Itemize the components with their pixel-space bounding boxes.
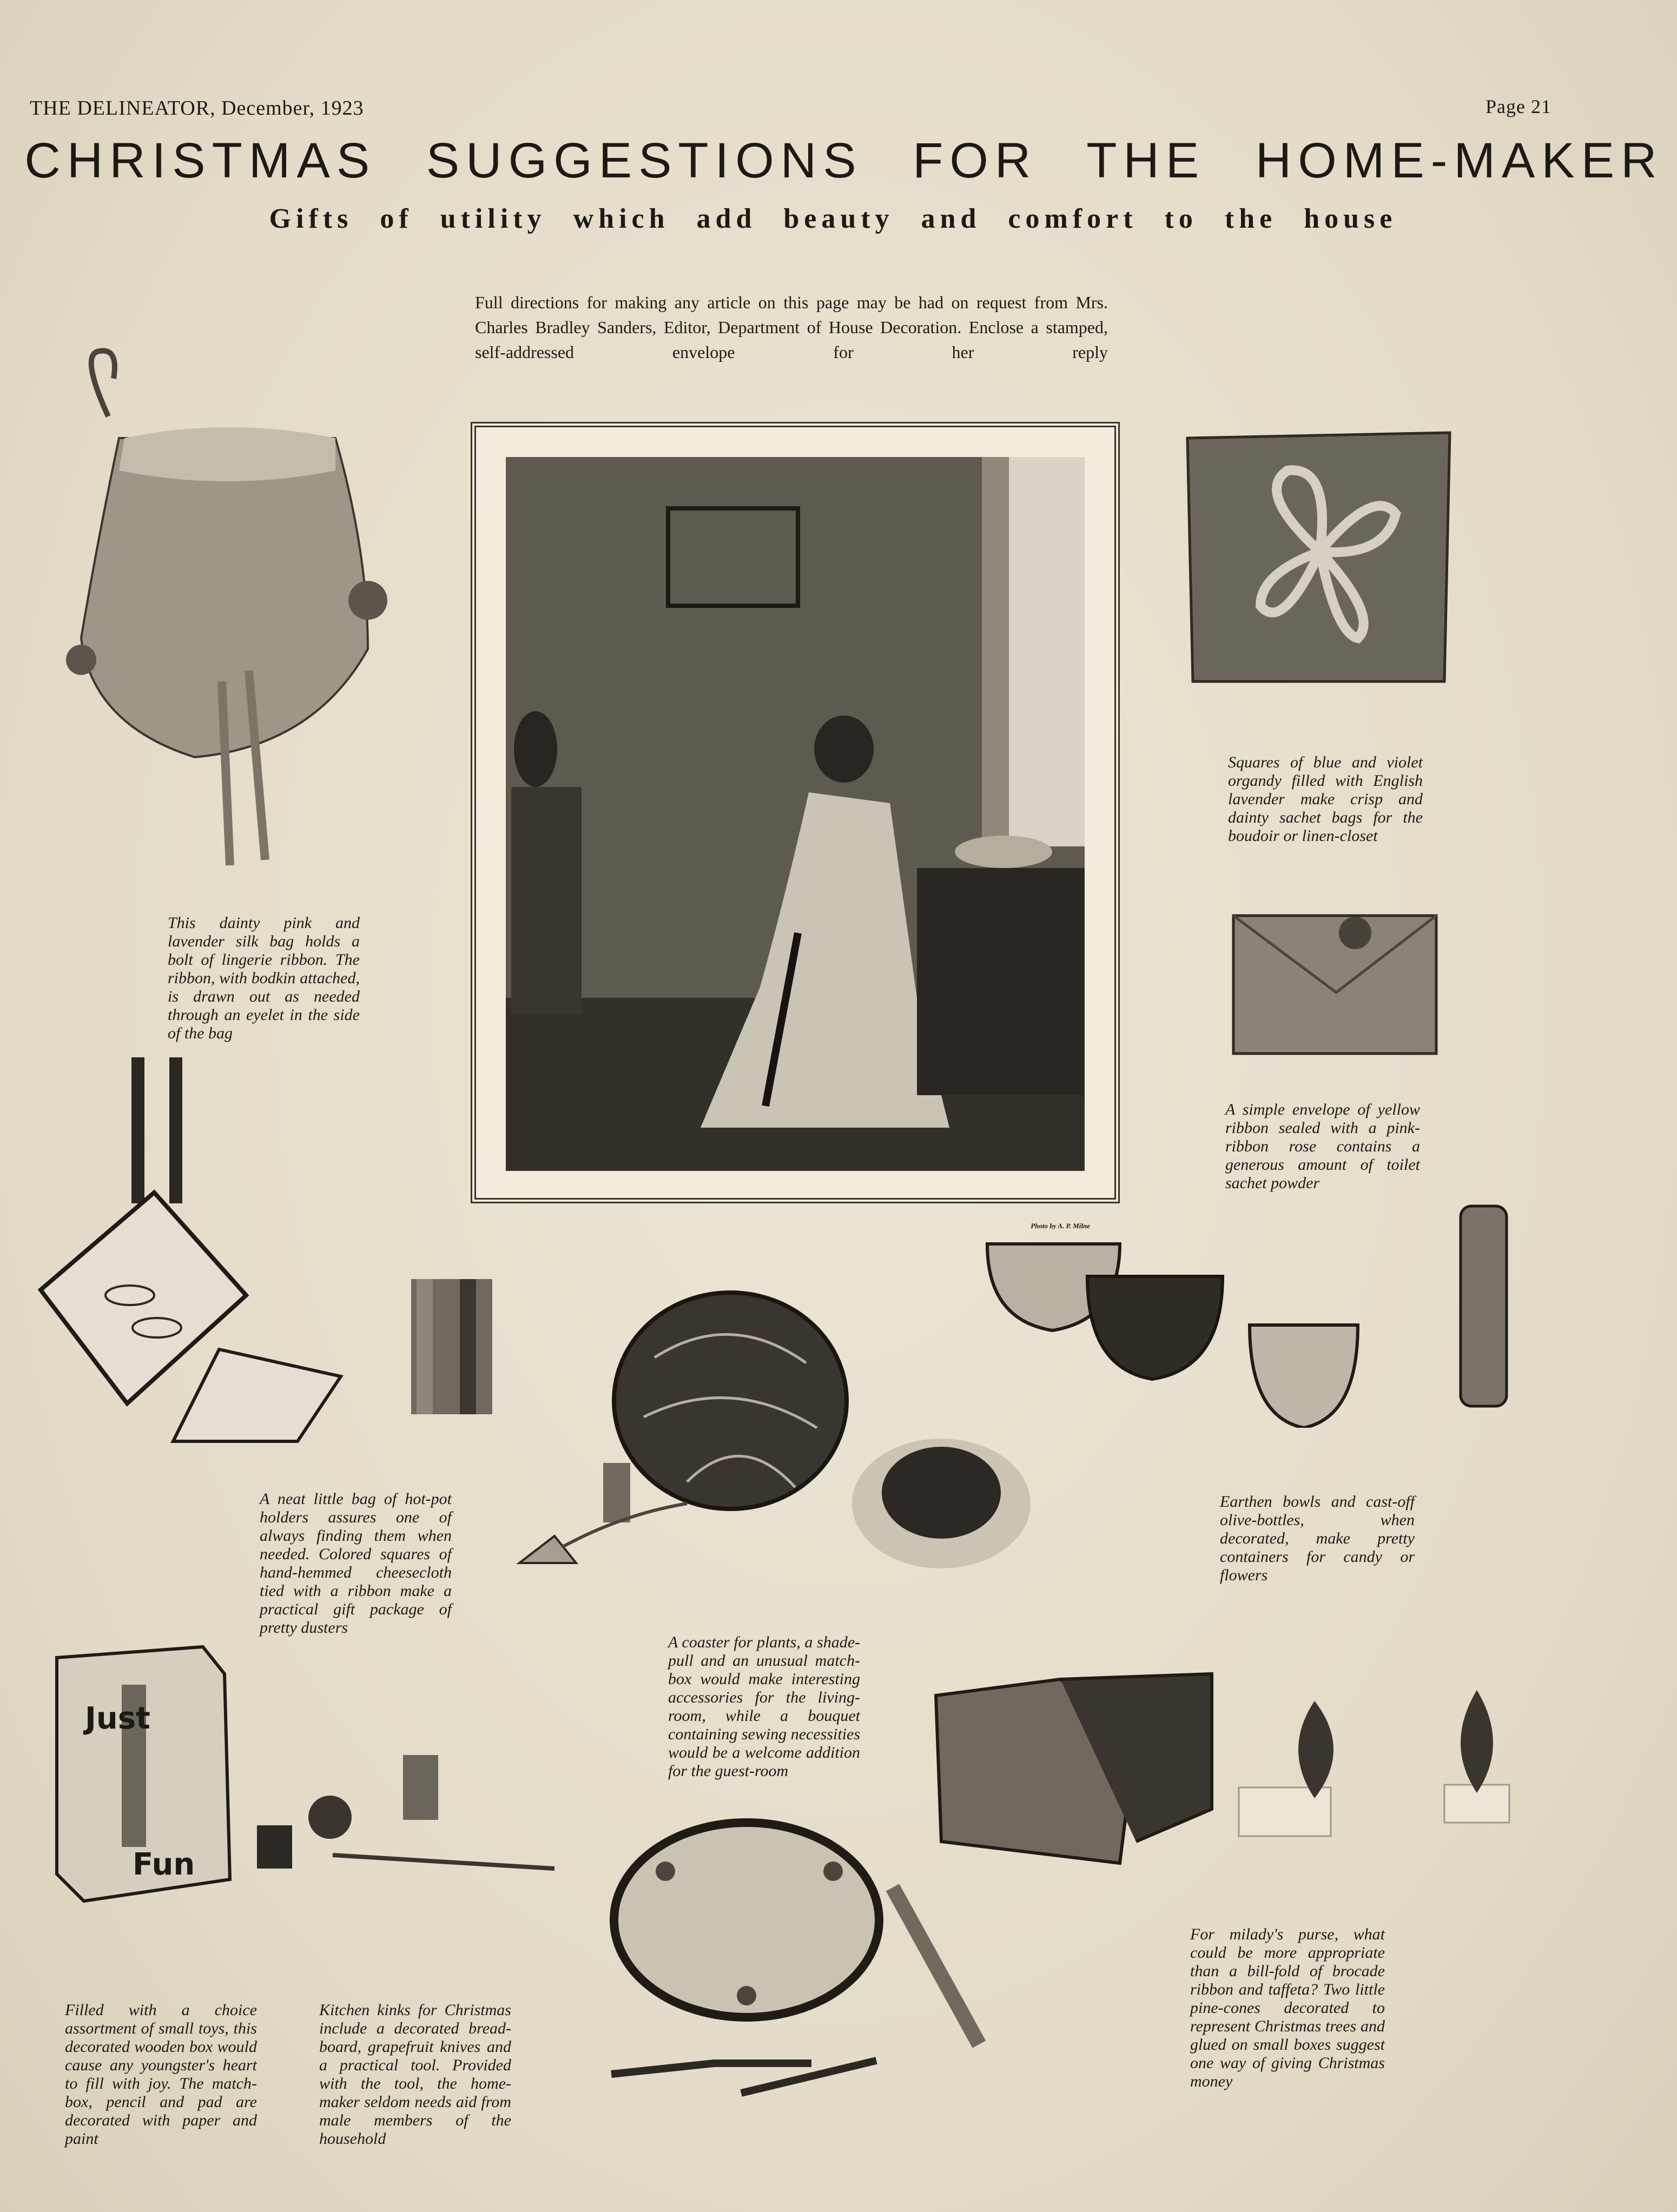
running-head-publication: THE DELINEATOR, December, 1923 xyxy=(30,97,364,120)
intro-paragraph: Full directions for making any article on this page may be had on request from Mrs. Charles Bradley Sanders, Editor, Department of House Decoration. Enclose a stamped, self-addressed envelope for her reply xyxy=(475,293,1108,362)
kitchen-caption: Kitchen kinks for Christmas include a decorated bread-board, grapefruit knives and a practical tool. Provided with the tool, the home-maker seldom needs aid from male members of the household xyxy=(319,2001,511,2148)
photo-credit: Photo by A. P. Milne xyxy=(1031,1222,1090,1230)
purse-caption: For milady's purse, what could be more appropriate than a bill-fold of brocade ribbon and taffeta? Two little pine-cones decorated to represent Christmas trees and glued on small boxes suggest one way of giving Christmas money xyxy=(1190,1925,1385,2090)
sachet-caption: Squares of blue and violet organdy filled with English lavender make crisp and dainty sachet bags for the boudoir or linen-closet xyxy=(1228,753,1423,845)
ribbon-envelope-illustration xyxy=(1231,911,1439,1057)
bowls-caption: Earthen bowls and cast-off olive-bottles, when decorated, make pretty containers for candy or flowers xyxy=(1220,1493,1415,1584)
box-lettering-fun: Fun xyxy=(133,1847,195,1882)
seated-woman-illustration xyxy=(506,457,1085,1171)
bill-fold-illustration xyxy=(930,1668,1553,1874)
toy-box-illustration xyxy=(51,1641,571,1939)
silk-bag-illustration xyxy=(32,346,422,882)
page-subtitle: Gifts of utility which add beauty and comfort to the house xyxy=(269,203,1397,234)
coaster-accessories-illustration xyxy=(514,1287,1055,1590)
envelope-caption: A simple envelope of yellow ribbon sealed with a pink-ribbon rose contains a generous amount of toilet sachet powder xyxy=(1225,1101,1420,1192)
hot-pot-holders-illustration xyxy=(38,1057,546,1447)
seated-woman-photo xyxy=(506,457,1085,1171)
coaster-caption: A coaster for plants, a shade-pull and an unusual match-box would make interesting accessories for the living-room, while a bouquet containing sewing necessities would be a welcome addition for the guest-room xyxy=(668,1633,860,1780)
photo-frame xyxy=(471,422,1120,1230)
box-lettering-just: Just xyxy=(85,1701,150,1736)
toy-box-caption: Filled with a choice assortment of small toys, this decorated wooden box would cause any youngster's heart to fill with joy. The match-box, pencil and pad are decorated with paper and paint xyxy=(65,2001,257,2148)
silk-bag-caption: This dainty pink and lavender silk bag holds a bolt of lingerie ribbon. The ribbon, with bodkin attached, is drawn out as needed through an eyelet in the side of the bag xyxy=(168,914,360,1042)
lavender-sachet-illustration xyxy=(1179,427,1455,687)
page-number: Page 21 xyxy=(1485,96,1551,117)
page-title: CHRISTMAS SUGGESTIONS FOR THE HOME-MAKER xyxy=(24,133,1663,188)
earthen-bowls-illustration xyxy=(979,1201,1553,1428)
hot-pot-caption: A neat little bag of hot-pot holders assures one of always finding them when needed. Colored squares of hand-hemmed cheesecloth tied with a ribbon make a practical gift package of pretty dusters xyxy=(260,1490,452,1637)
